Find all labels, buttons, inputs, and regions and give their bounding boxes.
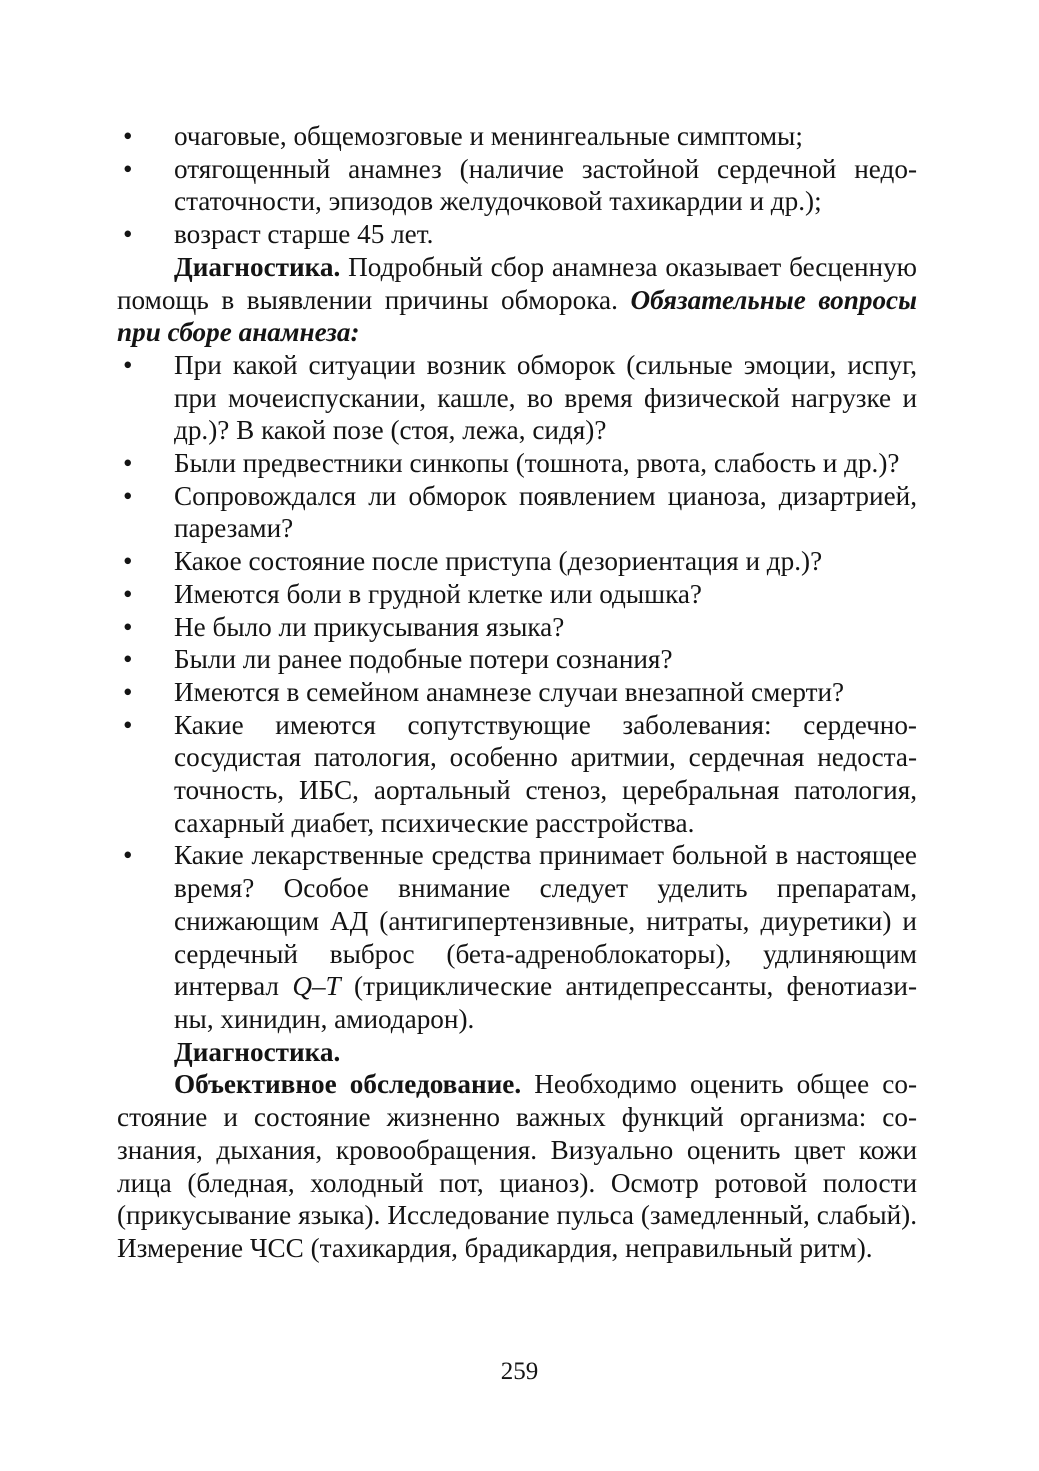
bullet-text: Были ли ранее подобные потери сознания? [174,644,673,675]
bullet-text: Какое состояние после приступа (дезориентация и др.)? [174,546,823,577]
question-cyanosis [117,480,917,545]
bullet-marker: • [123,153,133,184]
bullet-item-focal-symptoms [117,120,917,153]
qt-interval-term: Q–T [292,971,341,1002]
bullet-text: отягощенный анамнез (наличие застойной сердечной недостаточности, эпизодов желудочковой тахикардии и др.); [174,153,917,217]
question-medications [117,839,917,1035]
objective-exam-paragraph [117,1068,917,1264]
bullet-text: Какие имеются сопутствующие заболевания: сердечно-сосудистая патология, особенно аритмии, сердечная недостаточность, ИБС, аортальный стеноз, церебральная патология, сахарный диабет, психические расстройства. [174,709,917,838]
question-comorbidities [117,709,917,840]
question-chest-pain [117,578,917,611]
bullet-text: При какой ситуации возник обморок (сильные эмоции, испуг, при мочеиспускании, кашле, во время физической нагрузке и др.)? В какой позе (стоя, лежа, сидя)? [174,349,917,446]
bullet-marker: • [123,121,133,151]
diagnostics-heading-2: Диагностика. [174,1036,341,1067]
bullet-text: Не было ли прикусывания языка? [174,611,565,642]
bullet-marker: • [123,578,133,609]
bullet-marker: • [123,644,133,675]
bullet-text-continued: (трициклические антидепрессанты, фенотиазины, хинидин, амиодарон). [174,971,917,1034]
bullet-marker: • [123,840,133,871]
bullet-marker: • [123,546,133,577]
page-body [117,120,917,1265]
bullet-marker: • [123,448,133,479]
bullet-text: возраст старше 45 лет. [174,219,434,250]
bullet-marker: • [123,611,133,642]
diagnostics-subheading [117,1036,917,1069]
bullet-item-age [117,218,917,251]
objective-exam-heading: Объективное обследование. [174,1069,522,1100]
bullet-marker: • [123,219,133,250]
bullet-marker: • [123,709,133,740]
diagnostics-text: Подробный сбор анамнеза оказывает бесценную помощь в выявлении причины обморока. [117,251,917,315]
diagnostics-heading: Диагностика. [174,251,341,282]
question-situation [117,349,917,447]
bullet-marker: • [123,480,133,511]
bullet-item-history [117,153,917,218]
page-number: 259 [500,1358,539,1385]
question-family-history [117,676,917,709]
bullet-text: очаговые, общемозговые и менингеальные симптомы; [174,121,803,151]
diagnostics-paragraph [117,251,917,349]
bullet-marker: • [123,349,133,380]
bullet-text: Были предвестники синкопы (тошнота, рвота, слабость и др.)? [174,448,900,479]
question-tongue-biting [117,611,917,644]
bullet-text: Сопровождался ли обморок появлением цианоза, дизартрией, парезами? [174,480,917,544]
question-post-attack [117,545,917,578]
bullet-text: Какие лекарственные средства принимает больной в настоящее время? Особое внимание следует уделить препаратам, снижающим АД (антигипертензивные, нитраты, диуретики) и сердечный выброс (бета-адреноблокаторы), удлиняющим интервал [174,840,917,1002]
bullet-marker: • [123,676,133,707]
bullet-text: Имеются боли в грудной клетке или одышка? [174,578,703,609]
objective-exam-text: Необходимо оценить общее состояние и состояние жизненно важных функций организма: сознания, дыхания, кровообращения. Визуально оценить цвет кожи лица (бледная, холодный пот, цианоз). Осмотр ротовой полости (прикусывание языка). Исследование пульса (замедленный, слабый). Измерение ЧСС (тахикардия, брадикардия, неправильный ритм). [117,1069,918,1263]
bullet-text: Имеются в семейном анамнезе случаи внезапной смерти? [174,676,845,707]
mandatory-questions-heading: Обязательные вопросы при сборе анамнеза: [117,284,917,348]
question-precursors [117,447,917,480]
question-previous-losses [117,643,917,676]
